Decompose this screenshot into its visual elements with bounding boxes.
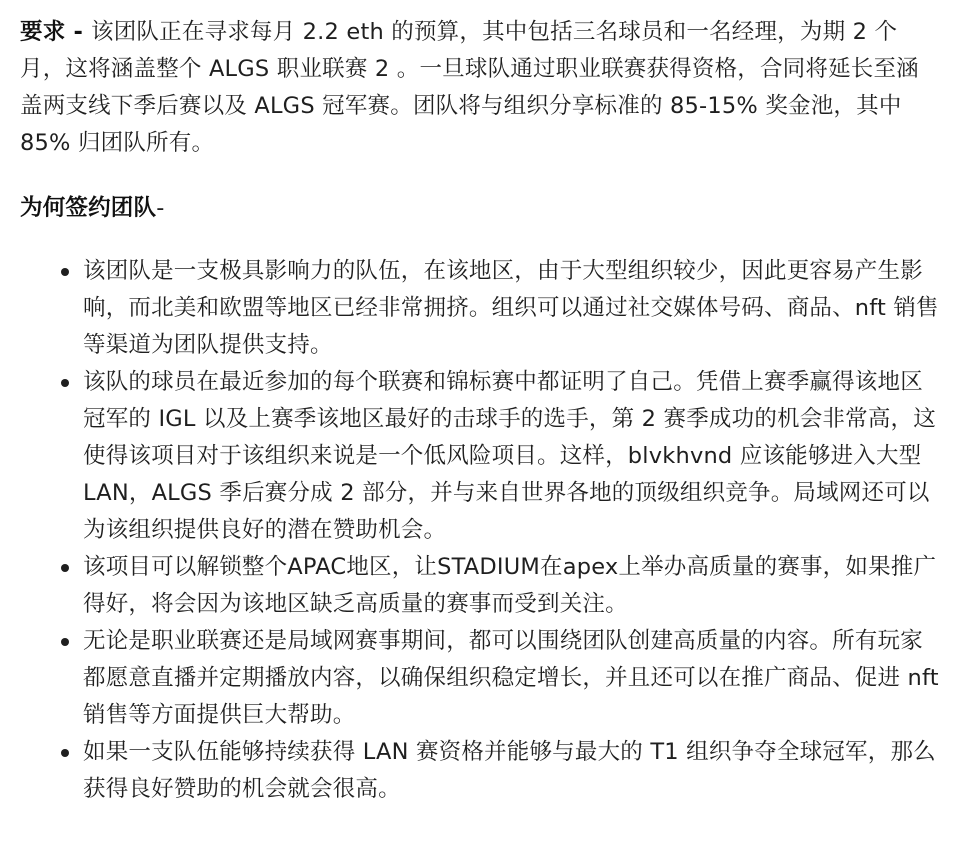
reasons-list	[20, 253, 940, 808]
list-item-text: 该团队是一支极具影响力的队伍，在该地区，由于大型组织较少，因此更容易产生影响，而北美和欧盟等地区已经非常拥挤。组织可以通过社交媒体号码、商品、nft 销售等渠道为团队提供支持。	[83, 258, 939, 358]
section-heading-text: 为何签约团队	[20, 195, 157, 221]
list-item	[83, 734, 940, 808]
list-item	[83, 364, 940, 549]
list-item-text: 如果一支队伍能够持续获得 LAN 赛资格并能够与最大的 T1 组织争夺全球冠军，那么获得良好赞助的机会就会很高。	[83, 739, 936, 802]
bullet-icon	[61, 564, 69, 572]
list-item-text: 该项目可以解锁整个APAC地区，让STADIUM在apex上举办高质量的赛事，如果推广得好，将会因为该地区缺乏高质量的赛事而受到关注。	[83, 554, 937, 617]
requirements-separator: -	[65, 19, 92, 45]
section-heading	[20, 190, 941, 227]
bullet-icon	[61, 749, 69, 757]
requirements-text: 该团队正在寻求每月 2.2 eth 的预算，其中包括三名球员和一名经理，为期 2 个月，这将涵盖整个 ALGS 职业联赛 2 。一旦球队通过职业联赛获得资格，合同将延长至涵盖两支线下季后赛以及 ALGS 冠军赛。团队将与组织分享标准的 85-15% 奖金池，其中 85% 归团队所有。	[20, 19, 919, 156]
requirements-paragraph	[20, 14, 940, 162]
list-item-text: 该队的球员在最近参加的每个联赛和锦标赛中都证明了自己。凭借上赛季赢得该地区冠军的 IGL 以及上赛季该地区最好的击球手的选手，第 2 赛季成功的机会非常高，这使得该项目对于该组织来说是一个低风险项目。这样，blvkhvnd 应该能够进入大型 LAN，ALGS 季后赛分成 2 部分，并与来自世界各地的顶级组织竞争。局域网还可以为该组织提供良好的潜在赞助机会。	[83, 369, 936, 543]
list-item	[83, 623, 940, 734]
list-item	[83, 549, 940, 623]
bullet-icon	[61, 379, 69, 387]
bullet-icon	[61, 268, 69, 276]
bullet-icon	[61, 638, 69, 646]
requirements-label: 要求	[20, 19, 66, 45]
list-item-text: 无论是职业联赛还是局域网赛事期间，都可以围绕团队创建高质量的内容。所有玩家都愿意直播并定期播放内容，以确保组织稳定增长，并且还可以在推广商品、促进 nft 销售等方面提供巨大帮助。	[83, 628, 939, 728]
list-item	[83, 253, 940, 364]
section-heading-dash: -	[156, 195, 165, 221]
